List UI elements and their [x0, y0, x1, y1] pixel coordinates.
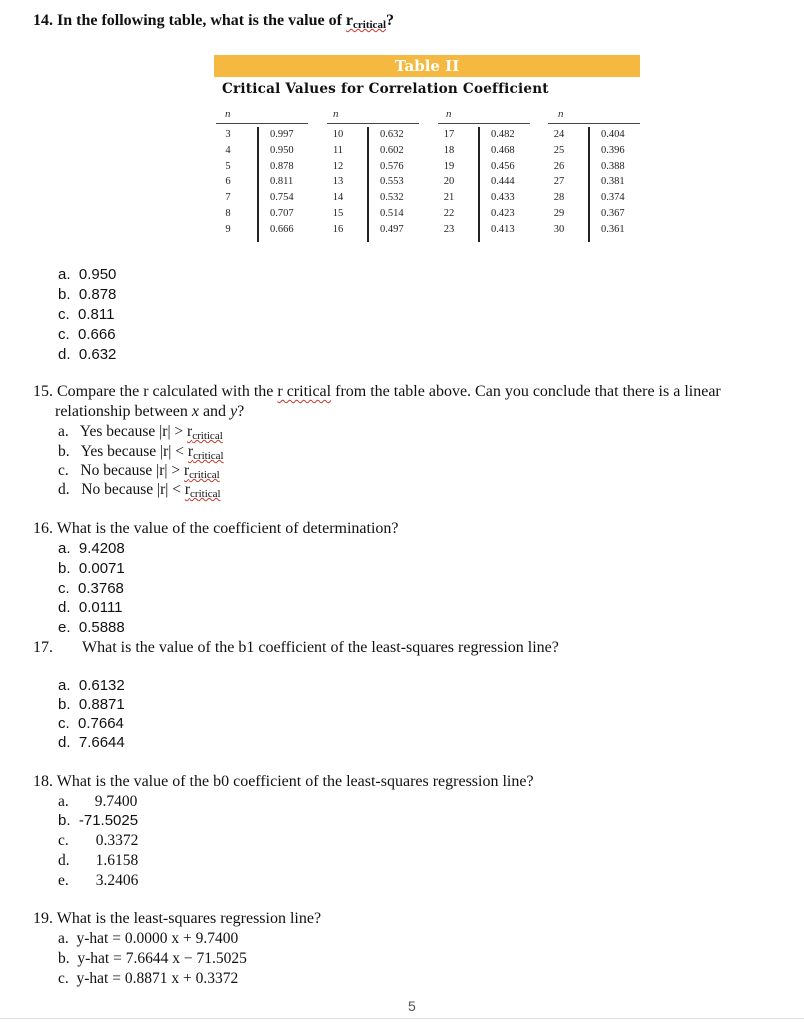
option-letter: a.: [58, 540, 71, 557]
option-text: 0.666: [78, 326, 116, 343]
r-subscript: critical: [190, 488, 221, 500]
q14-option-c1[interactable]: [58, 306, 114, 323]
table-cell-n: 16: [332, 223, 344, 235]
table-cell-n: 24: [553, 129, 565, 140]
option-text: 9.7400: [94, 793, 138, 810]
q18-option-c[interactable]: [58, 832, 138, 850]
table-cell-n: 25: [553, 144, 565, 156]
table-cell-critical-value: 0.423: [491, 207, 515, 219]
q15-option-c[interactable]: [58, 462, 220, 481]
option-letter: c.: [58, 306, 70, 323]
q18-option-a[interactable]: [58, 793, 137, 811]
option-text: No because |r| <: [81, 481, 185, 498]
table-cell-n: 21: [443, 192, 455, 204]
table-column-divider: [478, 127, 480, 242]
question-16-title: 16. What is the value of the coefficient of determination?: [33, 520, 399, 537]
q14-title-suffix: ?: [386, 12, 394, 29]
table-cell-n: 4: [225, 144, 231, 156]
r-critical-term: [184, 462, 220, 479]
table-cell-n: 26: [553, 160, 565, 172]
table-cell-critical-value: 0.997: [270, 129, 294, 140]
q18-option-b[interactable]: [58, 812, 138, 829]
table-cell-critical-value: 0.396: [601, 144, 625, 156]
table-cell-n: 20: [443, 176, 455, 188]
option-letter: d.: [58, 481, 70, 498]
q14-option-d[interactable]: [58, 346, 116, 363]
table-cell-critical-value: 0.433: [491, 192, 515, 204]
table-cell-critical-value: 0.666: [270, 223, 294, 235]
r-symbol: r: [184, 481, 191, 498]
table-cell-critical-value: 0.381: [601, 176, 625, 188]
option-text: Yes because |r| <: [80, 443, 188, 460]
question-17-title: What is the value of the b1 coefficient of the least-squares regression line?: [82, 639, 559, 656]
option-letter: d.: [58, 346, 71, 363]
q19-option-c[interactable]: [58, 970, 238, 988]
option-text: 7.6644: [78, 734, 125, 751]
table-header-rule: [438, 123, 530, 124]
q19-option-a[interactable]: [58, 930, 238, 948]
option-text: Yes because |r| >: [79, 423, 188, 440]
q16-option-a[interactable]: [58, 540, 125, 557]
table-cell-n: 10: [332, 129, 344, 140]
option-letter: c.: [58, 832, 69, 849]
question-19-title: 19. What is the least-squares regression line?: [33, 910, 322, 927]
option-letter: a.: [58, 266, 71, 283]
r-symbol: r: [187, 423, 193, 440]
table-cell-critical-value: 0.707: [270, 207, 294, 219]
table-cell-n: 11: [332, 144, 344, 156]
table-caption: Critical Values for Correlation Coefficient: [222, 81, 549, 97]
option-text: 0.3768: [78, 580, 124, 597]
table-cell-critical-value: 0.811: [270, 176, 294, 188]
option-letter: c.: [58, 715, 70, 732]
option-text: -71.5025: [78, 812, 139, 829]
table-n-column: [548, 127, 570, 238]
question-18-title: 18. What is the value of the b0 coefficient of the least-squares regression line?: [33, 773, 534, 790]
q14-title-text: 14. In the following table, what is the value of: [33, 12, 346, 29]
q15-text: and: [198, 403, 231, 420]
table-cell-n: 14: [332, 192, 344, 204]
table-n-column: [438, 127, 460, 238]
x-variable: x: [191, 403, 199, 420]
table-header-rule: [216, 123, 308, 124]
r-critical-term: [187, 423, 223, 440]
option-text: 0.7664: [78, 715, 124, 732]
option-text: 0.950: [78, 266, 117, 283]
option-text: 0.3372: [95, 832, 139, 849]
r-symbol: r: [345, 12, 354, 29]
table-cell-critical-value: 0.367: [601, 207, 625, 219]
option-letter: e.: [58, 619, 71, 636]
page-bottom-divider: [0, 1018, 804, 1019]
q18-option-d[interactable]: [58, 852, 138, 870]
table-cell-n: 9: [225, 223, 231, 235]
table-cell-n: 3: [225, 129, 231, 140]
table-n-header: n: [558, 108, 564, 120]
table-cell-n: 13: [332, 176, 344, 188]
table-cell-critical-value: 0.374: [601, 192, 625, 204]
table-column-divider: [588, 127, 590, 242]
option-letter: e.: [58, 872, 69, 889]
option-letter: b.: [58, 560, 71, 577]
table-value-column: [380, 127, 424, 238]
table-cell-critical-value: 0.514: [380, 207, 404, 219]
table-cell-critical-value: 0.532: [380, 192, 404, 204]
table-n-header: n: [225, 108, 231, 120]
r-critical-term: [185, 481, 221, 498]
table-cell-critical-value: 0.576: [380, 160, 404, 172]
table-cell-n: 15: [332, 207, 344, 219]
r-critical-term: r critical: [277, 383, 332, 400]
option-text: y-hat = 7.6644 x − 71.5025: [77, 950, 247, 967]
option-text: y-hat = 0.0000 x + 9.7400: [76, 930, 239, 947]
r-subscript: critical: [189, 469, 220, 481]
table-cell-critical-value: 0.456: [491, 160, 515, 172]
table-column-divider: [367, 127, 369, 242]
option-text: 0.0111: [78, 599, 123, 616]
table-column-divider: [257, 127, 259, 242]
option-letter: a.: [58, 677, 71, 694]
page-number: 5: [408, 998, 416, 1014]
table-value-column: [491, 127, 535, 238]
table-n-column: [217, 127, 239, 238]
table-cell-n: 5: [225, 160, 231, 172]
table-cell-n: 22: [443, 207, 455, 219]
table-cell-critical-value: 0.388: [601, 160, 625, 172]
y-variable: y: [230, 403, 238, 420]
option-letter: d.: [58, 734, 71, 751]
q19-option-b[interactable]: [58, 950, 247, 968]
table-value-column: [270, 127, 314, 238]
q14-option-c2[interactable]: [58, 326, 116, 343]
table-cell-n: 30: [553, 223, 565, 235]
table-cell-critical-value: 0.553: [380, 176, 404, 188]
r-critical-term: [188, 443, 224, 460]
table-cell-n: 18: [443, 144, 455, 156]
option-text: 0.6132: [78, 677, 125, 694]
option-text: 0.878: [78, 286, 117, 303]
table-cell-n: 17: [443, 129, 455, 140]
option-text: 0.632: [78, 346, 117, 363]
option-letter: a.: [58, 423, 69, 440]
option-letter: b.: [58, 950, 70, 967]
r-symbol: r: [184, 462, 190, 479]
q14-option-b[interactable]: [58, 286, 116, 303]
table-cell-critical-value: 0.361: [601, 223, 625, 235]
option-letter: b.: [58, 286, 71, 303]
option-text: 3.2406: [95, 872, 139, 889]
option-text: 0.8871: [78, 696, 125, 713]
table-value-column: [601, 127, 645, 238]
table-cell-critical-value: 0.878: [270, 160, 294, 172]
q16-option-c[interactable]: [58, 580, 124, 597]
question-15-title-line2: [55, 403, 244, 421]
table-n-header: n: [446, 108, 452, 120]
q17-option-a[interactable]: [58, 677, 125, 694]
q15-text: 15. Compare the r calculated with the: [33, 383, 278, 400]
q15-text: ?: [237, 403, 245, 420]
q17-option-c[interactable]: [58, 715, 124, 732]
q17-option-b[interactable]: [58, 696, 125, 713]
option-text: No because |r| >: [80, 462, 184, 479]
q16-option-d[interactable]: [58, 599, 123, 616]
q18-option-e[interactable]: [58, 872, 138, 890]
option-letter: c.: [58, 580, 70, 597]
table-cell-critical-value: 0.482: [491, 129, 515, 140]
table-cell-n: 27: [553, 176, 565, 188]
q15-text: from the table above. Can you conclude that there is a linear: [331, 383, 721, 400]
option-text: 1.6158: [95, 852, 139, 869]
q15-option-b[interactable]: [58, 443, 224, 462]
question-15-title: [33, 383, 721, 401]
table-cell-n: 28: [553, 192, 565, 204]
table-n-column: [327, 127, 349, 238]
table-cell-n: 6: [225, 176, 231, 188]
option-letter: a.: [58, 930, 69, 947]
option-text: 0.5888: [78, 619, 125, 636]
table-n-header: n: [333, 108, 339, 120]
r-subscript: critical: [192, 430, 223, 442]
table-cell-critical-value: 0.497: [380, 223, 404, 235]
q15-option-a[interactable]: [58, 423, 223, 442]
option-text: 0.0071: [78, 560, 125, 577]
q14-option-a[interactable]: [58, 266, 116, 283]
option-letter: c.: [58, 970, 69, 987]
table-cell-critical-value: 0.444: [491, 176, 515, 188]
option-text: y-hat = 0.8871 x + 0.3372: [76, 970, 239, 987]
table-cell-n: 12: [332, 160, 344, 172]
table-cell-critical-value: 0.602: [380, 144, 404, 156]
table-cell-n: 7: [225, 192, 231, 204]
q16-option-e[interactable]: [58, 619, 125, 636]
table-cell-critical-value: 0.754: [270, 192, 294, 204]
table-cell-n: 29: [553, 207, 565, 219]
option-text: 0.811: [78, 306, 115, 323]
option-letter: d.: [58, 852, 70, 869]
table-cell-n: 8: [225, 207, 231, 219]
option-letter: c.: [58, 462, 69, 479]
option-letter: b.: [58, 443, 70, 460]
option-letter: c.: [58, 326, 70, 343]
r-subscript: critical: [193, 450, 224, 462]
q15-option-d[interactable]: [58, 481, 221, 500]
table-banner: Table II: [214, 55, 640, 77]
table-header-rule: [548, 123, 640, 124]
q15-text: relationship between: [55, 403, 192, 420]
table-cell-critical-value: 0.468: [491, 144, 515, 156]
table-cell-critical-value: 0.950: [270, 144, 294, 156]
table-header-rule: [327, 123, 419, 124]
r-subscript: critical: [353, 19, 386, 31]
q16-option-b[interactable]: [58, 560, 125, 577]
q17-option-d[interactable]: [58, 734, 125, 751]
table-cell-critical-value: 0.632: [380, 129, 404, 140]
option-text: 9.4208: [78, 540, 125, 557]
table-cell-n: 23: [443, 223, 455, 235]
table-cell-critical-value: 0.404: [601, 129, 625, 140]
table-cell-critical-value: 0.413: [491, 223, 515, 235]
r-symbol: r: [187, 443, 194, 460]
r-critical-term: [346, 12, 386, 29]
option-letter: b.: [58, 812, 71, 829]
option-letter: a.: [58, 793, 69, 810]
table-cell-n: 19: [443, 160, 455, 172]
option-letter: b.: [58, 696, 71, 713]
question-14-title: [33, 12, 394, 31]
question-17-number: 17.: [33, 639, 53, 656]
option-letter: d.: [58, 599, 71, 616]
